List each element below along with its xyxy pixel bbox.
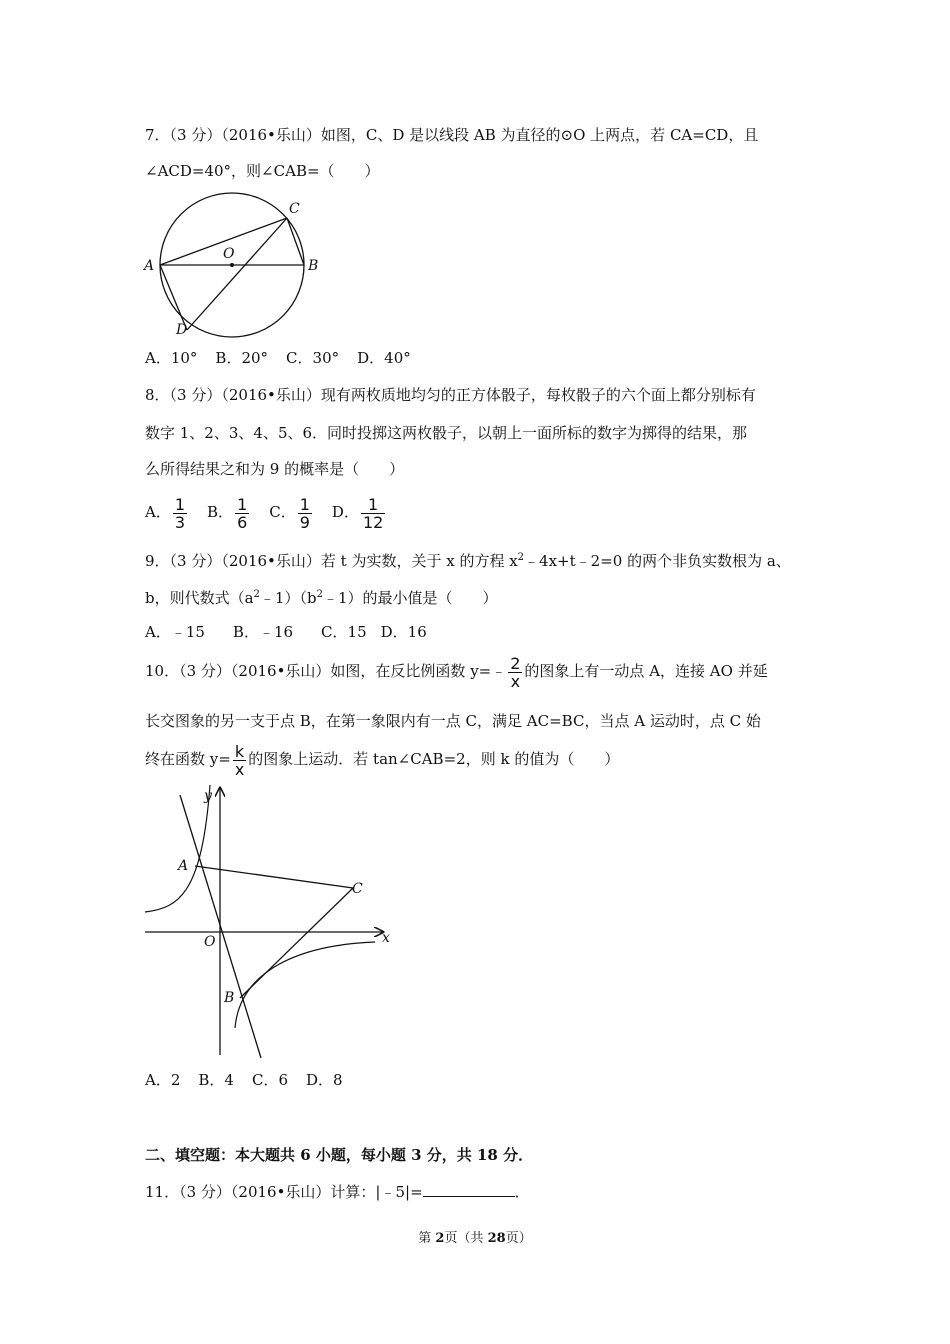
chord-cb xyxy=(287,218,304,265)
label-d: D xyxy=(176,322,188,338)
current-page: 2 xyxy=(435,1231,445,1246)
section-fill-in-title: 二、填空题：本大题共 6 小题，每小题 3 分，共 18 分． xyxy=(145,1146,534,1164)
q10-option-d[interactable]: D．8 xyxy=(306,1071,343,1089)
q8-option-a[interactable]: A． $\frac{1}{3}$ xyxy=(145,494,186,532)
label-a: A xyxy=(144,258,155,274)
q10-option-b[interactable]: B．4 xyxy=(198,1071,234,1089)
q11-stem: 11．（3 分）（2016•乐山）计算：|﹣5|= ． xyxy=(145,1183,530,1201)
q10-stem-line3: 终在函数 y= $\frac{k}{x}$ 的图象上运动．若 tan∠CAB=2，则 k 的值为（ ） xyxy=(145,741,620,779)
q11-answer-blank[interactable] xyxy=(423,1182,515,1197)
q7-option-b[interactable]: B．20° xyxy=(215,349,269,367)
line-bc xyxy=(240,888,353,998)
q10-option-c[interactable]: C．6 xyxy=(251,1071,288,1089)
q8-option-c[interactable]: C． $\frac{1}{9}$ xyxy=(269,494,310,532)
label-c: C xyxy=(289,201,300,217)
q7-stem-line1: 7．（3 分）（2016•乐山）如图，C、D 是以线段 AB 为直径的⊙O 上两点，若 CA=CD，且 xyxy=(145,126,759,144)
q8-stem-line2: 数字 1、2、3、4、5、6．同时投掷这两枚骰子，以朝上一面所标的数字为掷得的结果，那 xyxy=(145,424,748,442)
q9-stem-line2: b，则代数式$(a^2﹣1)(b^2﹣1)$的最小值是（ ） xyxy=(145,589,498,607)
q7-circle-figure xyxy=(140,195,330,345)
label-o: O xyxy=(204,934,216,950)
label-a: A xyxy=(178,858,189,874)
q8-options xyxy=(145,494,405,531)
line-ac xyxy=(195,866,353,888)
q9-option-b[interactable]: B．﹣16 xyxy=(232,623,294,641)
q10-coordinate-figure xyxy=(140,780,400,1065)
q8-stem-line3: 么所得结果之和为 9 的概率是（ ） xyxy=(145,460,405,478)
q9-option-d[interactable]: D．16 xyxy=(380,623,427,641)
q10-option-a[interactable]: A．2 xyxy=(145,1071,181,1089)
q7-option-c[interactable]: C．30° xyxy=(286,349,340,367)
chord-cd xyxy=(187,218,287,330)
q7-options xyxy=(145,348,429,368)
q8-option-d[interactable]: D． $\frac{1}{12}$ xyxy=(331,494,384,532)
q8-option-b[interactable]: B． $\frac{1}{6}$ xyxy=(207,494,248,532)
label-c: C xyxy=(352,881,363,897)
chord-ad xyxy=(160,265,187,330)
page-footer: 第 2页（共 28页） xyxy=(418,1231,532,1246)
q10-stem-line2: 长交图象的另一支于点 B，在第一象限内有一点 C，满足 AC=BC，当点 A 运动时，点 C 始 xyxy=(145,712,761,730)
total-pages: 28 xyxy=(487,1231,506,1246)
q10-options xyxy=(145,1070,361,1090)
label-o: O xyxy=(223,246,235,262)
hyperbola-branch-fourth-quadrant xyxy=(235,942,375,1028)
label-b: B xyxy=(308,258,319,274)
q9-stem-line1: 9．（3 分）（2016•乐山）若 t 为实数，关于 x 的方程 $x^2﹣4x+t﹣2=0$ 的两个非负实数根为 a、 xyxy=(145,552,791,570)
q9-option-c[interactable]: C．15 xyxy=(321,623,367,641)
q8-stem-line1: 8．（3 分）（2016•乐山）现有两枚质地均匀的正方体骰子，每枚骰子的六个面上都分别标有 xyxy=(145,386,756,404)
q7-option-d[interactable]: D．40° xyxy=(357,349,411,367)
q7-stem-line2: ∠ACD=40°，则∠CAB=（ ） xyxy=(145,162,380,180)
q7-option-a[interactable]: A．10° xyxy=(145,349,198,367)
q9-options xyxy=(145,622,445,642)
label-b: B xyxy=(224,990,235,1006)
center-dot xyxy=(230,263,234,267)
label-x: x xyxy=(382,930,390,946)
q10-stem-line1: 10．（3 分）（2016•乐山）如图，在反比例函数 y=﹣ $\frac{2}{x}$ 的图象上有一动点 A，连接 AO 并延 xyxy=(145,653,768,691)
hyperbola-branch-second-quadrant xyxy=(145,785,210,912)
q9-option-a[interactable]: A．﹣15 xyxy=(145,623,205,641)
label-y: y xyxy=(204,788,212,804)
